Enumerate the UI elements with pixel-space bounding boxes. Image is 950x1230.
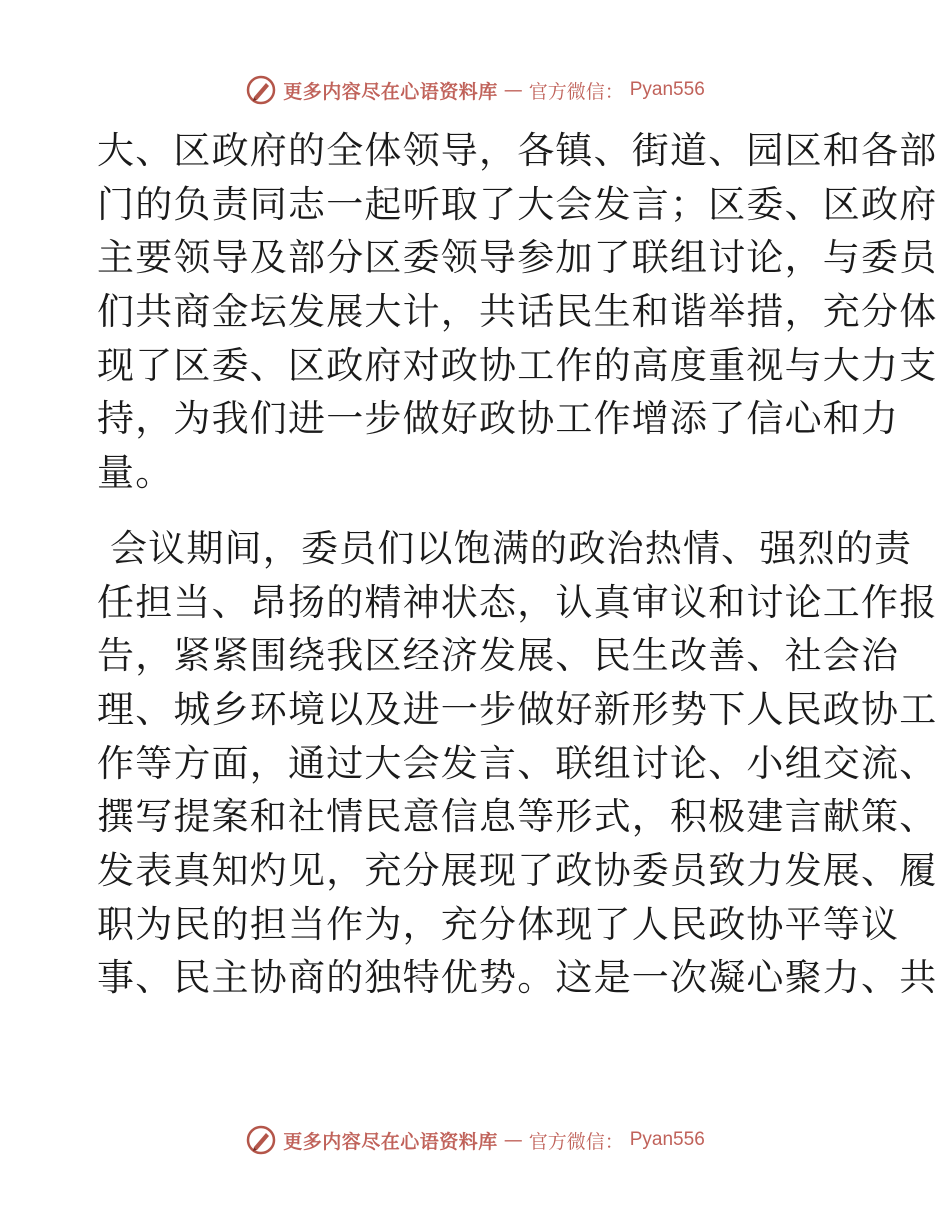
text-line: 作等方面，通过大会发言、联组讨论、小组交流、 (97, 741, 938, 785)
watermark-separator: — (503, 1129, 523, 1151)
text-line: 撰写提案和社情民意信息等形式，积极建言献策、 (97, 795, 938, 839)
watermark-text: 更多内容尽在心语资料库 (283, 1130, 498, 1153)
watermark-text: 更多内容尽在心语资料库 (283, 80, 498, 103)
pen-logo-icon (245, 74, 277, 106)
text-line: 门的负责同志一起听取了大会发言；区委、区政府 (97, 182, 938, 226)
watermark-contact-label: 官方微信： (528, 80, 624, 103)
paragraph (97, 522, 938, 1059)
paragraph (97, 124, 938, 500)
text-line (97, 1005, 853, 1059)
text-line: 发表真知灼见，充分展现了政协委员致力发展、履 (97, 848, 938, 892)
text-line: 任担当、昂扬的精神状态，认真审议和讨论工作报 (97, 580, 938, 624)
text-line: 职为民的担当作为，充分体现了人民政协平等议 (97, 902, 900, 946)
pen-logo-icon (245, 1124, 277, 1156)
text-line: 们共商金坛发展大计，共话民生和谐举措，充分体 (97, 290, 938, 334)
footer-watermark (0, 1120, 950, 1160)
text-line: 现了区委、区政府对政协工作的高度重视与大力支 (97, 343, 938, 387)
watermark-contact-label: 官方微信： (528, 1130, 624, 1153)
watermark-handle: Pyan556 (629, 79, 705, 100)
text-line: 量。 (97, 451, 174, 495)
watermark-separator: — (503, 79, 523, 101)
document-body (97, 124, 938, 1059)
text-line: 持，为我们进一步做好政协工作增添了信心和力 (97, 397, 900, 441)
header-watermark (0, 70, 950, 110)
text-line: 会议期间，委员们以饱满的政治热情、强烈的责 (97, 526, 913, 570)
text-line: 理、城乡环境以及进一步做好新形势下人民政协工 (97, 687, 938, 731)
text-line: 告，紧紧围绕我区经济发展、民生改善、社会治 (97, 634, 900, 678)
text-line: 主要领导及部分区委领导参加了联组讨论，与委员 (97, 236, 938, 280)
paragraph-spacer (97, 500, 853, 522)
watermark-handle: Pyan556 (629, 1129, 705, 1150)
text-line: 事、民主协商的独特优势。这是一次凝心聚力、共 (97, 956, 938, 1000)
text-line: 大、区政府的全体领导，各镇、街道、园区和各部 (97, 129, 938, 172)
